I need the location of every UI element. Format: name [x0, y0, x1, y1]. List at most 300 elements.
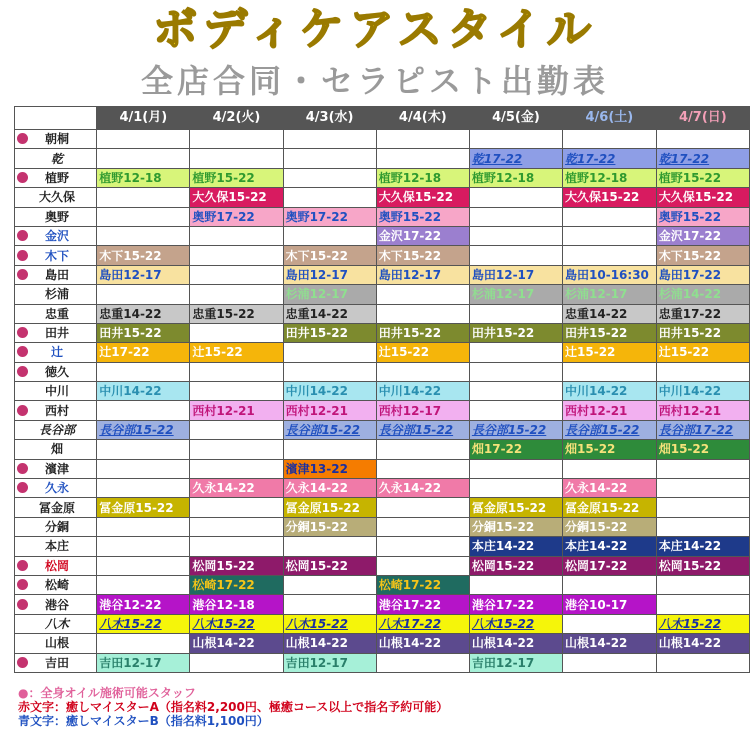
staff-row: [15, 556, 750, 575]
shift-cell: 八木15-22: [283, 614, 376, 633]
shift-cell: [563, 614, 657, 633]
staff-name: 濱津: [44, 461, 69, 476]
shift-cell: 長谷部15-22: [376, 420, 469, 439]
shift-cell: [97, 226, 190, 245]
staff-name-cell: [15, 343, 97, 362]
shift-cell: 金沢17-22: [656, 226, 749, 245]
shift-cell: 木下15-22: [376, 246, 469, 265]
shift-cell: 杉浦12-17: [469, 285, 562, 304]
oil-staff-dot-icon: [17, 133, 28, 144]
shift-cell: [97, 362, 190, 381]
oil-staff-dot-icon: [17, 482, 28, 493]
shift-cell: [190, 226, 283, 245]
shift-cell: 杉浦12-17: [283, 285, 376, 304]
shift-cell: 吉田12-17: [469, 653, 562, 672]
shift-cell: 奥野15-22: [656, 207, 749, 226]
shift-cell: [563, 459, 657, 478]
shift-cell: [376, 556, 469, 575]
shift-cell: [283, 575, 376, 594]
shift-cell: 港谷12-18: [190, 595, 283, 614]
staff-name: 大久保: [38, 190, 75, 205]
shift-cell: 松崎17-22: [190, 575, 283, 594]
staff-row: [15, 401, 750, 420]
shift-cell: [563, 246, 657, 265]
legend: [18, 686, 448, 728]
staff-name-cell: [15, 498, 97, 517]
shift-cell: [656, 479, 749, 498]
shift-cell: [376, 304, 469, 323]
shift-cell: [656, 130, 749, 149]
shift-cell: 杉浦12-17: [563, 285, 657, 304]
shift-cell: 八木15-22: [190, 614, 283, 633]
shift-cell: 畑15-22: [563, 440, 657, 459]
shift-cell: 山根14-22: [190, 634, 283, 653]
oil-staff-dot-icon: [17, 560, 28, 571]
staff-name-cell: [15, 304, 97, 323]
shift-schedule-table: [14, 106, 750, 673]
shift-cell: [376, 517, 469, 536]
staff-name: 本庄: [44, 539, 69, 554]
shift-cell: [283, 149, 376, 168]
shift-cell: 奥野17-22: [190, 207, 283, 226]
shift-cell: [97, 207, 190, 226]
shift-cell: [469, 304, 562, 323]
shift-cell: 奥野17-22: [283, 207, 376, 226]
staff-row: [15, 634, 750, 653]
shift-cell: 港谷12-22: [97, 595, 190, 614]
shift-cell: 分銅15-22: [563, 517, 657, 536]
oil-staff-dot-icon: [17, 172, 28, 183]
shift-cell: [376, 362, 469, 381]
day-header: 4/7(日): [656, 107, 749, 130]
staff-name: 冨金原: [38, 500, 75, 515]
shift-cell: 田井15-22: [376, 323, 469, 342]
staff-name: 山根: [44, 636, 69, 651]
staff-row: [15, 440, 750, 459]
staff-row: [15, 130, 750, 149]
shift-cell: [469, 343, 562, 362]
shift-cell: [97, 130, 190, 149]
shift-cell: [283, 188, 376, 207]
shift-cell: 田井15-22: [469, 323, 562, 342]
shift-cell: 忠重14-22: [563, 304, 657, 323]
staff-name-cell: [15, 614, 97, 633]
shift-cell: [376, 537, 469, 556]
staff-row: [15, 575, 750, 594]
staff-name: 田井: [44, 326, 69, 341]
staff-name: 長谷部: [38, 423, 75, 438]
shift-cell: 島田12-17: [283, 265, 376, 284]
shift-cell: [190, 130, 283, 149]
oil-staff-dot-icon: [17, 366, 28, 377]
staff-name-cell: [15, 653, 97, 672]
shift-cell: [469, 401, 562, 420]
shift-cell: 中川14-22: [283, 382, 376, 401]
shift-cell: [283, 595, 376, 614]
shift-cell: [97, 459, 190, 478]
staff-row: [15, 343, 750, 362]
day-header: 4/3(水): [283, 107, 376, 130]
staff-name: 杉浦: [44, 287, 69, 302]
shift-cell: 分銅15-22: [469, 517, 562, 536]
staff-name: 乾: [50, 151, 63, 166]
shift-cell: 植野15-22: [190, 168, 283, 187]
shift-cell: [190, 537, 283, 556]
oil-staff-dot-icon: [17, 463, 28, 474]
shift-cell: 長谷部15-22: [563, 420, 657, 439]
shift-cell: 吉田12-17: [283, 653, 376, 672]
shift-cell: 冨金原15-22: [97, 498, 190, 517]
shift-cell: [97, 556, 190, 575]
shift-cell: [469, 382, 562, 401]
shift-cell: 本庄14-22: [563, 537, 657, 556]
shift-cell: [563, 575, 657, 594]
shift-cell: [190, 362, 283, 381]
shift-cell: [283, 537, 376, 556]
day-header: 4/4(木): [376, 107, 469, 130]
staff-name-cell: [15, 323, 97, 342]
shift-cell: 田井15-22: [563, 323, 657, 342]
staff-name-cell: [15, 420, 97, 439]
shift-cell: 西村12-21: [563, 401, 657, 420]
table-header-row: [15, 107, 750, 130]
staff-row: [15, 246, 750, 265]
shift-cell: [656, 498, 749, 517]
shift-cell: [283, 362, 376, 381]
staff-name-cell: [15, 479, 97, 498]
shift-cell: 島田12-17: [376, 265, 469, 284]
day-header: 4/1(月): [97, 107, 190, 130]
shift-cell: 中川14-22: [563, 382, 657, 401]
shift-cell: [469, 479, 562, 498]
staff-row: [15, 537, 750, 556]
staff-name-cell: [15, 246, 97, 265]
staff-name: 中川: [44, 384, 69, 399]
staff-row: [15, 420, 750, 439]
legend-oil-staff: ●：全身オイル施術可能スタッフ: [18, 686, 196, 700]
shift-cell: [563, 362, 657, 381]
staff-name-cell: [15, 226, 97, 245]
shift-cell: [376, 149, 469, 168]
shift-cell: 山根14-22: [563, 634, 657, 653]
staff-row: [15, 188, 750, 207]
shift-cell: 乾17-22: [469, 149, 562, 168]
staff-row: [15, 285, 750, 304]
staff-name: 木下: [44, 248, 69, 263]
shift-cell: [190, 382, 283, 401]
oil-staff-dot-icon: [17, 230, 28, 241]
shift-cell: 杉浦14-22: [656, 285, 749, 304]
staff-name-cell: [15, 362, 97, 381]
shift-cell: 大久保15-22: [190, 188, 283, 207]
staff-row: [15, 304, 750, 323]
shift-cell: [563, 226, 657, 245]
staff-name-cell: [15, 285, 97, 304]
shift-cell: [97, 479, 190, 498]
shift-cell: [469, 226, 562, 245]
shift-cell: [97, 634, 190, 653]
shift-cell: 冨金原15-22: [563, 498, 657, 517]
shift-cell: [97, 149, 190, 168]
page-subtitle: 全店合同・セラピスト出勤表: [140, 62, 609, 100]
staff-name: 松崎: [44, 578, 69, 593]
day-header: 4/2(火): [190, 107, 283, 130]
shift-cell: [656, 575, 749, 594]
shift-cell: [190, 459, 283, 478]
shift-cell: 植野12-18: [469, 168, 562, 187]
shift-cell: [656, 653, 749, 672]
shift-cell: [283, 440, 376, 459]
staff-row: [15, 517, 750, 536]
shift-cell: 西村12-21: [283, 401, 376, 420]
shift-cell: 濱津13-22: [283, 459, 376, 478]
shift-cell: [469, 188, 562, 207]
shift-cell: 中川14-22: [376, 382, 469, 401]
shift-cell: [190, 323, 283, 342]
staff-name-cell: [15, 265, 97, 284]
shift-cell: [97, 401, 190, 420]
shift-cell: 忠重14-22: [283, 304, 376, 323]
staff-row: [15, 382, 750, 401]
shift-cell: 畑17-22: [469, 440, 562, 459]
shift-cell: [563, 130, 657, 149]
staff-row: [15, 362, 750, 381]
shift-cell: [97, 537, 190, 556]
oil-staff-dot-icon: [17, 346, 28, 357]
shift-cell: 辻15-22: [190, 343, 283, 362]
day-header: 4/5(金): [469, 107, 562, 130]
shift-cell: 島田12-17: [469, 265, 562, 284]
shift-cell: [190, 420, 283, 439]
staff-name-cell: [15, 517, 97, 536]
shift-cell: 木下15-22: [283, 246, 376, 265]
shift-cell: 島田17-22: [656, 265, 749, 284]
shift-cell: [469, 362, 562, 381]
shift-cell: [376, 653, 469, 672]
shift-cell: 本庄14-22: [656, 537, 749, 556]
shift-cell: 田井15-22: [97, 323, 190, 342]
shift-cell: 松岡15-22: [190, 556, 283, 575]
shift-cell: [469, 575, 562, 594]
staff-name-cell: [15, 556, 97, 575]
staff-name-cell: [15, 207, 97, 226]
shift-cell: 田井15-22: [656, 323, 749, 342]
staff-row: [15, 226, 750, 245]
shift-cell: [190, 149, 283, 168]
shift-cell: [469, 459, 562, 478]
shift-cell: 八木15-22: [469, 614, 562, 633]
oil-staff-dot-icon: [17, 250, 28, 261]
shift-cell: 山根14-22: [283, 634, 376, 653]
shift-cell: 植野12-18: [376, 168, 469, 187]
brand-title: ボディケアスタイル: [153, 4, 597, 55]
shift-cell: [656, 362, 749, 381]
shift-cell: [190, 246, 283, 265]
staff-name: 港谷: [44, 597, 69, 612]
staff-row: [15, 265, 750, 284]
shift-cell: 植野12-18: [97, 168, 190, 187]
shift-cell: [190, 440, 283, 459]
shift-cell: 山根14-22: [376, 634, 469, 653]
shift-cell: 木下15-22: [97, 246, 190, 265]
shift-cell: [376, 440, 469, 459]
shift-cell: [190, 285, 283, 304]
staff-name: 畑: [50, 442, 63, 457]
shift-cell: 長谷部15-22: [97, 420, 190, 439]
staff-name: 奥野: [44, 209, 69, 224]
shift-cell: 大久保15-22: [376, 188, 469, 207]
shift-cell: 西村12-17: [376, 401, 469, 420]
shift-cell: 八木15-22: [656, 614, 749, 633]
staff-name: 金沢: [44, 229, 69, 244]
shift-cell: 忠重17-22: [656, 304, 749, 323]
oil-staff-dot-icon: [17, 405, 28, 416]
shift-cell: 奥野15-22: [376, 207, 469, 226]
shift-cell: 久永14-22: [283, 479, 376, 498]
staff-name: 西村: [44, 403, 69, 418]
shift-cell: [283, 226, 376, 245]
shift-cell: 大久保15-22: [563, 188, 657, 207]
shift-cell: 西村12-21: [656, 401, 749, 420]
shift-cell: 八木17-22: [376, 614, 469, 633]
shift-cell: 西村12-21: [190, 401, 283, 420]
shift-cell: 乾17-22: [563, 149, 657, 168]
shift-cell: [190, 517, 283, 536]
staff-name-cell: [15, 440, 97, 459]
shift-cell: 港谷10-17: [563, 595, 657, 614]
oil-staff-dot-icon: [17, 657, 28, 668]
staff-name: 分銅: [44, 520, 69, 534]
shift-cell: [376, 498, 469, 517]
staff-name: 植野: [44, 170, 69, 185]
staff-row: [15, 614, 750, 633]
staff-row: [15, 149, 750, 168]
shift-cell: 松崎17-22: [376, 575, 469, 594]
staff-name: 朝桐: [44, 132, 69, 147]
shift-cell: 島田10-16:30: [563, 265, 657, 284]
staff-row: [15, 459, 750, 478]
shift-cell: 松岡15-22: [469, 556, 562, 575]
shift-cell: [376, 459, 469, 478]
shift-cell: 辻15-22: [656, 343, 749, 362]
shift-cell: 港谷17-22: [376, 595, 469, 614]
shift-cell: 忠重15-22: [190, 304, 283, 323]
shift-cell: 長谷部17-22: [656, 420, 749, 439]
staff-name-cell: [15, 149, 97, 168]
shift-cell: [190, 653, 283, 672]
shift-cell: [469, 130, 562, 149]
staff-name: 忠重: [44, 306, 69, 321]
shift-cell: [97, 575, 190, 594]
shift-cell: 久永14-22: [190, 479, 283, 498]
staff-name-cell: [15, 168, 97, 187]
staff-row: [15, 498, 750, 517]
shift-cell: 吉田12-17: [97, 653, 190, 672]
shift-cell: 山根14-22: [469, 634, 562, 653]
staff-name-cell: [15, 188, 97, 207]
staff-name: 徳久: [44, 364, 69, 379]
oil-staff-dot-icon: [17, 579, 28, 590]
shift-cell: 木下15-22: [656, 246, 749, 265]
shift-cell: [97, 285, 190, 304]
staff-name: 辻: [50, 345, 63, 360]
shift-cell: 山根14-22: [656, 634, 749, 653]
staff-row: [15, 595, 750, 614]
staff-name-cell: [15, 575, 97, 594]
shift-cell: 辻15-22: [563, 343, 657, 362]
shift-cell: [656, 595, 749, 614]
staff-name-cell: [15, 634, 97, 653]
shift-cell: 中川14-22: [656, 382, 749, 401]
staff-row: [15, 323, 750, 342]
staff-name: 吉田: [44, 655, 69, 670]
shift-cell: [283, 130, 376, 149]
staff-name-cell: [15, 130, 97, 149]
shift-cell: 大久保15-22: [656, 188, 749, 207]
staff-row: [15, 479, 750, 498]
legend-meister-a: 赤文字：癒しマイスターA（指名料2,200円、極癒コース以上で指名予約可能）: [18, 700, 449, 714]
oil-staff-dot-icon: [17, 599, 28, 610]
shift-cell: 長谷部15-22: [283, 420, 376, 439]
oil-staff-dot-icon: [17, 327, 28, 338]
shift-cell: [97, 517, 190, 536]
staff-name: 島田: [44, 267, 69, 282]
shift-cell: 中川14-22: [97, 382, 190, 401]
shift-cell: 田井15-22: [283, 323, 376, 342]
staff-name: 八木: [44, 616, 69, 631]
staff-row: [15, 168, 750, 187]
shift-cell: 松岡17-22: [563, 556, 657, 575]
shift-cell: 辻17-22: [97, 343, 190, 362]
shift-cell: [283, 168, 376, 187]
shift-cell: 分銅15-22: [283, 517, 376, 536]
shift-cell: 金沢17-22: [376, 226, 469, 245]
shift-cell: 松岡15-22: [656, 556, 749, 575]
shift-cell: [563, 207, 657, 226]
shift-cell: 久永14-22: [376, 479, 469, 498]
staff-name-cell: [15, 537, 97, 556]
staff-row: [15, 653, 750, 672]
staff-name-cell: [15, 382, 97, 401]
shift-cell: [283, 343, 376, 362]
shift-cell: [469, 207, 562, 226]
shift-cell: [190, 265, 283, 284]
shift-cell: 辻15-22: [376, 343, 469, 362]
shift-cell: 長谷部15-22: [469, 420, 562, 439]
staff-name: 久永: [44, 481, 69, 496]
shift-cell: [563, 653, 657, 672]
staff-name-cell: [15, 595, 97, 614]
shift-cell: 冨金原15-22: [469, 498, 562, 517]
shift-cell: [656, 459, 749, 478]
staff-name-cell: [15, 401, 97, 420]
shift-cell: [97, 440, 190, 459]
shift-cell: [469, 246, 562, 265]
shift-cell: 冨金原15-22: [283, 498, 376, 517]
shift-cell: 忠重14-22: [97, 304, 190, 323]
shift-cell: 松岡15-22: [283, 556, 376, 575]
shift-cell: 港谷17-22: [469, 595, 562, 614]
shift-cell: 乾17-22: [656, 149, 749, 168]
shift-cell: [376, 130, 469, 149]
oil-staff-dot-icon: [17, 269, 28, 280]
shift-cell: 植野12-18: [563, 168, 657, 187]
day-header: 4/6(土): [563, 107, 657, 130]
shift-cell: 本庄14-22: [469, 537, 562, 556]
staff-name: 松岡: [44, 558, 69, 573]
legend-meister-b: 青文字：癒しマイスターB（指名料1,100円）: [18, 714, 269, 728]
shift-cell: 八木15-22: [97, 614, 190, 633]
